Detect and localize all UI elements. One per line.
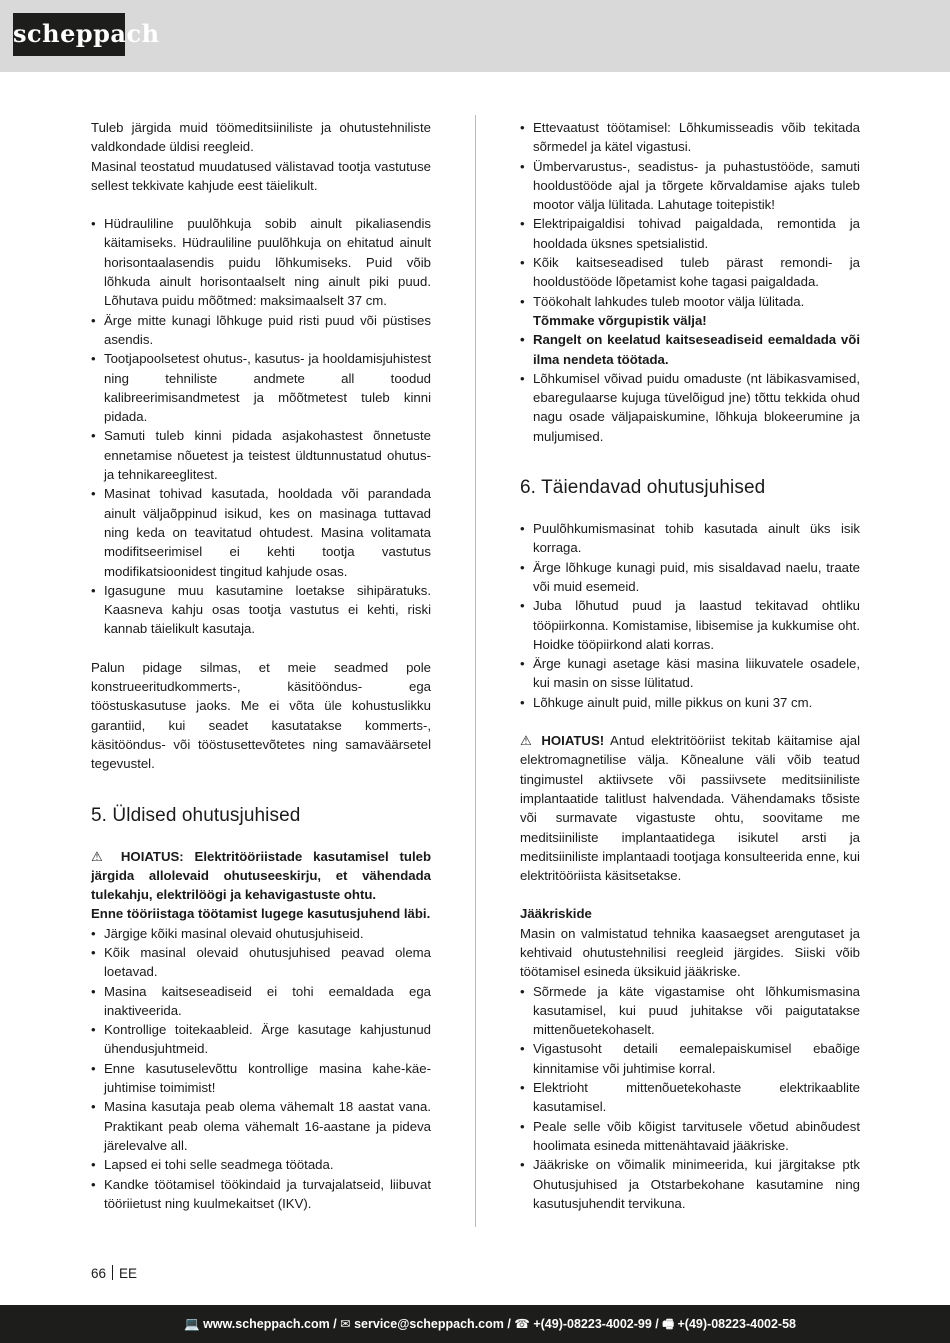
list-item: • Ärge lõhkuge kunagi puid, mis sisaldavad naelu, traate või muid esemeid.: [520, 558, 860, 597]
list-item: • Igasugune muu kasutamine loetakse sihipäratuks. Kaasneva kahju osas tootja vastutus ei kehti, riski kannab täielikult kasutaja.: [91, 581, 431, 639]
section-6-title: 6. Täiendavad ohutusjuhised: [520, 477, 766, 499]
general-safety-bullet-list: [91, 924, 431, 1213]
scheppach-logo: scheppach: [13, 13, 125, 56]
contact-line: 💻 www.scheppach.com / ✉ service@scheppach.com / ☎ +(49)-08223-4002-99 / 🖷 +(49)-08223-4002-58: [184, 1317, 796, 1331]
warning-text: HOIATUS: Elektritööriistade kasutamisel tuleb järgida allolevaid ohutuseeskirju, et vähendada tulekahju, elektrilöögi ja kehavigastuste ohtu.: [91, 848, 431, 903]
list-item: • Masinat tohivad kasutada, hooldada või parandada ainult väljaõppinud isikud, kes on masinaga tuttavad ning keda on teavitatud ohtudest. Masina volitamata modifitseerimisel ei kehti tootja vastutus modifikatsioonidest tingitud kahjude osas.: [91, 484, 431, 580]
residual-risks-heading: Jääkriskide: [520, 906, 592, 922]
leave-workplace-text: Töökohalt lahkudes tuleb mootor välja lülitada.: [533, 293, 805, 309]
warning-triangle-icon: ⚠: [520, 733, 535, 749]
list-item: • Puulõhkumismasinat tohib kasutada ainult üks isik korraga.: [520, 519, 860, 558]
footer-band: [0, 1305, 950, 1343]
list-item: • Ärge kunagi asetage käsi masina liikuvatele osadele, kui masin on sisse lülitatud.: [520, 654, 860, 693]
header-band: [0, 0, 950, 72]
list-item: • Järgige kõiki masinal olevaid ohutusjuhiseid.: [91, 924, 431, 943]
intro-paragraph-1: Tuleb järgida muid töömeditsiiniliste ja ohutustehniliste valdkondade üldisi reegleid.: [91, 120, 431, 155]
list-item: [520, 292, 860, 331]
commercial-use-notice: Palun pidage silmas, et meie seadmed pole konstrueeritudkommerts-, käsitööndus- ega tööstuskasutuse jaoks. Me ei võta üle kohustuslikku garantiid, kui seadet kasutatakse kommerts-, käsitööndus- või tööstusettevõtetes ning samaväärsetel tegevustel.: [91, 659, 431, 772]
list-item: • Masina kasutaja peab olema vähemalt 18 aastat vana. Praktikant peab olema vähemalt 16-aastane ja pideva järelevalve all.: [91, 1097, 431, 1155]
list-item: • Enne kasutuselevõttu kontrollige masina kahe-käe-juhtimise toimimist!: [91, 1059, 431, 1098]
warning-paragraph: [91, 847, 431, 905]
list-item: • Peale selle võib kõigist tarvitusele võetud abinõudest hoolimata esineda mittenähtavaid jääkriske.: [520, 1117, 860, 1156]
residual-risks-intro: Masin on valmistatud tehnika kaasaegset arengutaset ja kehtivaid ohutustehnilisi reegleid järgides. Siiski võib töötamisel esineda üksikuid jääkriske.: [520, 925, 860, 980]
list-item: • Juba lõhutud puud ja laastud tekitavad ohtliku tööpiirkonna. Komistamise, libisemise ja kukkumise oht. Hoidke tööpiirkond alati korras.: [520, 596, 860, 654]
usage-bullet-list: [91, 214, 431, 639]
list-item: • Sõrmede ja käte vigastamise oht lõhkumismasina kasutamisel, kui puud juhitakse või paigutatakse mittenõuetekohaselt.: [520, 982, 860, 1040]
list-item: • Kõik masinal olevaid ohutusjuhised peavad olema loetavad.: [91, 943, 431, 982]
list-item: • Jääkriske on võimalik minimeerida, kui järgitakse ptk Ohutusjuhised ja Otstarbekohane kasutamine ning kasutusjuhendit tervikuna.: [520, 1155, 860, 1213]
list-item: • Samuti tuleb kinni pidada asjakohastest õnnetuste ennetamise nõuetest ja teistest üldtunnustatud ohutus- ja tehnikareeglitest.: [91, 426, 431, 484]
operation-bullet-list: [520, 118, 860, 446]
list-item: • Rangelt on keelatud kaitseseadiseid eemaldada või ilma nendeta töötada.: [520, 330, 860, 369]
column-divider: [475, 115, 476, 1227]
additional-safety-bullet-list: [520, 519, 860, 712]
list-item: • Vigastusoht detaili eemalepaiskumisel ebaõige kinnitamise või juhtimise korral.: [520, 1039, 860, 1078]
list-item: • Elektripaigaldisi tohivad paigaldada, remontida ja hooldada üksnes spetsialistid.: [520, 214, 860, 253]
page-number: 66: [91, 1266, 107, 1281]
warning-text: Antud elektritööriist tekitab käitamise ajal elektromagnetilise välja. Kõnealune väli võib teatud tingimustel aktiivsete või passiivsete meditsiiniliste implantaatide talitlust halvendada. Vähendamaks tõsiste või surmavate vigastuste ohtu, soovitame me meditsiiniliste implantaatidega isikutel arsti ja meditsiiniliste implantaadi tootjaga konsulteerida enne, kui elektritööriista käsitsetakse.: [520, 733, 861, 884]
list-item: • Ärge mitte kunagi lõhkuge puid risti puud või püstises asendis.: [91, 311, 431, 350]
section-5-title: 5. Üldised ohutusjuhised: [91, 804, 301, 826]
list-item: • Lapsed ei tohi selle seadmega töötada.: [91, 1155, 431, 1174]
page-number-separator: [112, 1265, 113, 1280]
residual-risks-bullet-list: [520, 982, 860, 1214]
language-code: EE: [119, 1266, 138, 1281]
list-item: • Lõhkumisel võivad puidu omaduste (nt läbikasvamised, ebaregulaarse kujuga tüvelõigud jne) tõttu tekkida ohud nagu osade väljapaiskumine, lõhkuja blokeerumine ja muljumised.: [520, 369, 860, 446]
list-item: • Ettevaatust töötamisel: Lõhkumisseadis võib tekitada sõrmedel ja kätel vigastusi.: [520, 118, 860, 157]
left-column: [91, 118, 431, 1213]
list-item: • Kontrollige toitekaableid. Ärge kasutage kahjustunud ühendusjuhtmeid.: [91, 1020, 431, 1059]
list-item: • Hüdrauliline puulõhkuja sobib ainult pikaliasendis käitamiseks. Hüdrauliline puulõhkuja on ehitatud ainult horisontaalasendis puidu lõhkumiseks. Puid võib lõhkuda ainult horisontaalselt ning ainult piki puud. Lõhutava puidu mõõtmed: maksimaalselt 37 cm.: [91, 214, 431, 310]
list-item: • Kandke töötamisel töökindaid ja turvajalatseid, liibuvat tööriietust ning kuulmekaitset (IKV).: [91, 1175, 431, 1214]
list-item: • Ümbervarustus-, seadistus- ja puhastustööde, samuti hooldustööde ajal ja tõrgete kõrvaldamise ajaks tuleb mootor välja lülitada. Lahutage toitepistik!: [520, 157, 860, 215]
list-item: • Tootjapoolsetest ohutus-, kasutus- ja hooldamisjuhistest ning tehniliste andmete all toodud kalibreerimisandmetest ja mõõtmetest tuleb kinni pidada.: [91, 349, 431, 426]
right-column: [520, 118, 860, 1213]
pull-plug-text: Tõmmake võrgupistik välja!: [533, 312, 707, 328]
read-manual-text: Enne tööriistaga töötamist lugege kasutusjuhend läbi.: [91, 906, 431, 922]
list-item: • Kõik kaitseseadised tuleb pärast remondi- ja hooldustööde lõpetamist kohe tagasi paigaldada.: [520, 253, 860, 292]
page-number-block: [91, 1265, 137, 1283]
list-item: • Lõhkuge ainult puid, mille pikkus on kuni 37 cm.: [520, 693, 860, 712]
intro-paragraph-2: Masinal teostatud muudatused välistavad tootja vastutuse sellest tekkivate kahjude eest täielikult.: [91, 158, 431, 193]
warning-label: HOIATUS!: [541, 733, 605, 749]
list-item: • Masina kaitseseadiseid ei tohi eemaldada ega inaktiveerida.: [91, 982, 431, 1021]
warning-triangle-icon: ⚠: [91, 848, 111, 864]
emf-warning-paragraph: [520, 731, 860, 885]
list-item: • Elektrioht mittenõuetekohaste elektrikaablite kasutamisel.: [520, 1078, 860, 1117]
